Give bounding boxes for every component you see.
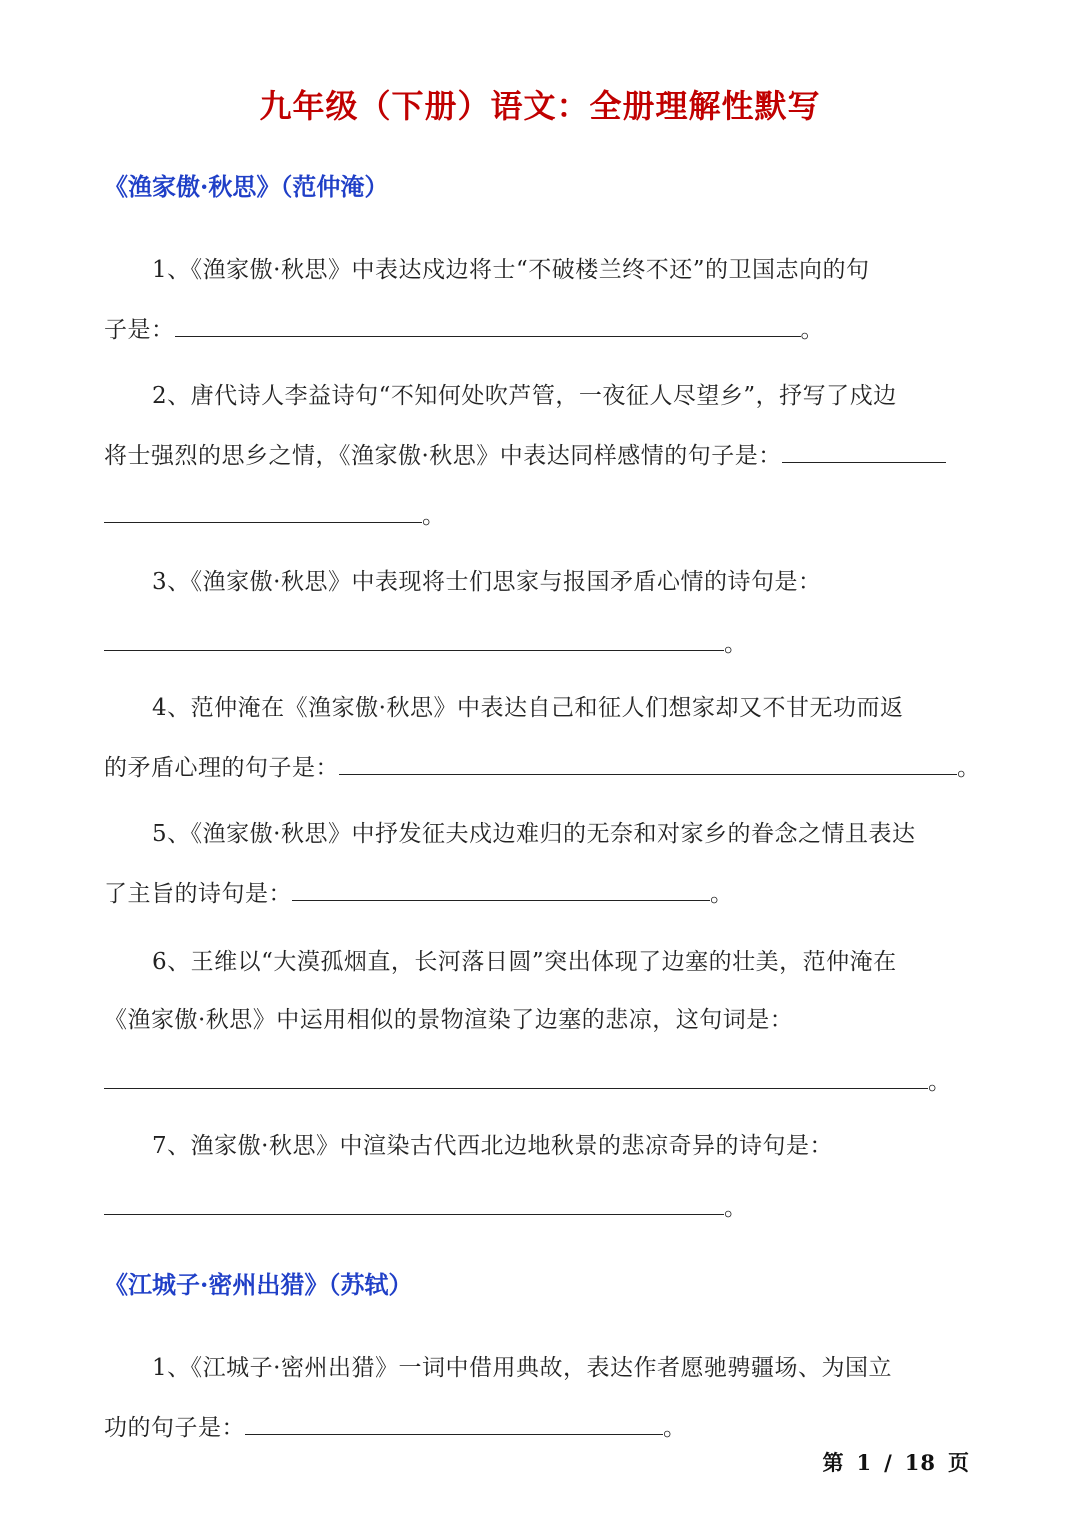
section-heading: 《渔家傲·秋思》（范仲淹） [104,172,389,201]
answer-blank[interactable] [104,1190,724,1215]
answer-blank[interactable] [175,312,801,337]
question-text: 4、范仲淹在《渔家傲·秋思》中表达自己和征人们想家却又不甘无功而返 [152,695,904,721]
question-text: 1、《江城子·密州出猎》一词中借用典故，表达作者愿驰骋疆场、为国立 [152,1355,892,1381]
question-text: 的矛盾心理的句子是： [104,755,339,781]
question-answer-line [104,438,980,472]
question-text: 6、王维以“大漠孤烟直，长河落日圆”突出体现了边塞的壮美，范仲淹在 [152,949,897,975]
period: 。 [957,755,981,781]
question-text: 3、《渔家傲·秋思》中表现将士们思家与报国矛盾心情的诗句是： [152,569,822,595]
question-answer-line [104,1064,980,1098]
question-text: 《渔家傲·秋思》中运用相似的景物渲染了边塞的悲凉，这句词是： [104,1007,794,1033]
question-answer-line [104,1410,980,1444]
question-text: 7、渔家傲·秋思》中渲染古代西北边地秋景的悲凉奇异的诗句是： [152,1133,833,1159]
period: 。 [724,1195,748,1221]
question-answer-line [104,1190,980,1224]
question-text: 将士强烈的思乡之情，《渔家傲·秋思》中表达同样感情的句子是： [104,443,782,469]
question-answer-line [104,498,980,532]
page-number-total: 18 [904,1450,936,1475]
answer-blank[interactable] [292,876,710,901]
page-title: 九年级（下册）语文：全册理解性默写 [259,87,821,125]
period: 。 [724,631,748,657]
question-text: 了主旨的诗句是： [104,881,292,907]
answer-blank[interactable] [245,1410,663,1435]
question-answer-line [104,312,980,346]
question-answer-line [104,876,980,910]
question-answer-line [104,750,980,784]
answer-blank[interactable] [339,750,957,775]
page-number-current: 1 [856,1450,873,1475]
period: 。 [928,1069,952,1095]
period: 。 [422,503,446,529]
question-answer-line [104,626,980,660]
answer-blank[interactable] [104,498,422,523]
question-text: 2、唐代诗人李益诗句“不知何处吹芦管，一夜征人尽望乡”，抒写了戍边 [152,383,897,409]
period: 。 [663,1415,687,1441]
page-number-suffix: 页 [948,1450,970,1475]
page-number [816,1447,976,1477]
answer-blank[interactable] [104,1064,928,1089]
question-text: 子是： [104,317,175,343]
period: 。 [800,317,824,343]
answer-blank[interactable] [104,626,724,651]
period: 。 [710,881,734,907]
page-number-prefix: 第 [822,1450,845,1475]
answer-blank[interactable] [782,438,946,463]
page-number-separator: / [884,1450,893,1475]
question-text: 功的句子是： [104,1415,245,1441]
section-heading: 《江城子·密州出猎》（苏轼） [104,1270,413,1299]
question-text: 5、《渔家傲·秋思》中抒发征夫戍边难归的无奈和对家乡的眷念之情且表达 [152,821,916,847]
question-text: 1、《渔家傲·秋思》中表达戍边将士“不破楼兰终不还”的卫国志向的句 [152,257,870,283]
